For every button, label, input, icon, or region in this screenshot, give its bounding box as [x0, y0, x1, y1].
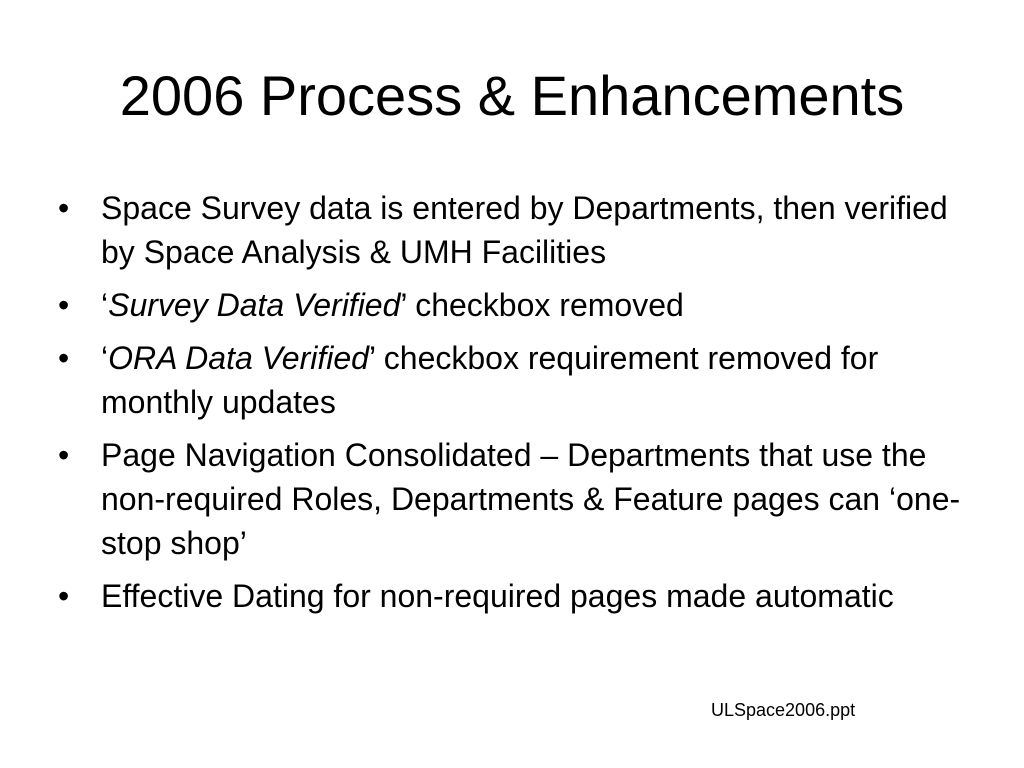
bullet-list [58, 186, 978, 627]
footer-filename: ULSpace2006.ppt [711, 700, 856, 720]
italic-term: Survey Data Verified [108, 287, 401, 323]
bullet-marker: • [58, 287, 70, 323]
bullet-item [58, 574, 978, 618]
bullet-text-rest: ’ checkbox requirement removed for monthly updates [101, 340, 879, 420]
quote-open: ‘ [101, 340, 109, 376]
bullet-marker: • [58, 340, 70, 376]
bullet-text: Effective Dating for non-required pages made automatic [101, 578, 894, 614]
bullet-item [58, 433, 978, 565]
bullet-text [101, 340, 878, 420]
bullet-marker: • [58, 437, 70, 473]
bullet-text [101, 287, 684, 323]
quote-open: ‘ [101, 287, 109, 323]
bullet-item [58, 186, 978, 274]
bullet-item [58, 336, 978, 424]
bullet-marker: • [58, 190, 70, 226]
bullet-item [58, 283, 978, 327]
italic-term: ORA Data Verified [108, 340, 369, 376]
bullet-text: Page Navigation Consolidated – Departments that use the non-required Roles, Departments & Feature pages can ‘one-stop shop’ [101, 437, 961, 561]
bullet-text: Space Survey data is entered by Departments, then verified by Space Analysis & UMH Facilities [101, 190, 948, 270]
bullet-text-rest: ’ checkbox removed [400, 287, 684, 323]
slide-title: 2006 Process & Enhancements [119, 64, 905, 127]
bullet-marker: • [58, 578, 70, 614]
